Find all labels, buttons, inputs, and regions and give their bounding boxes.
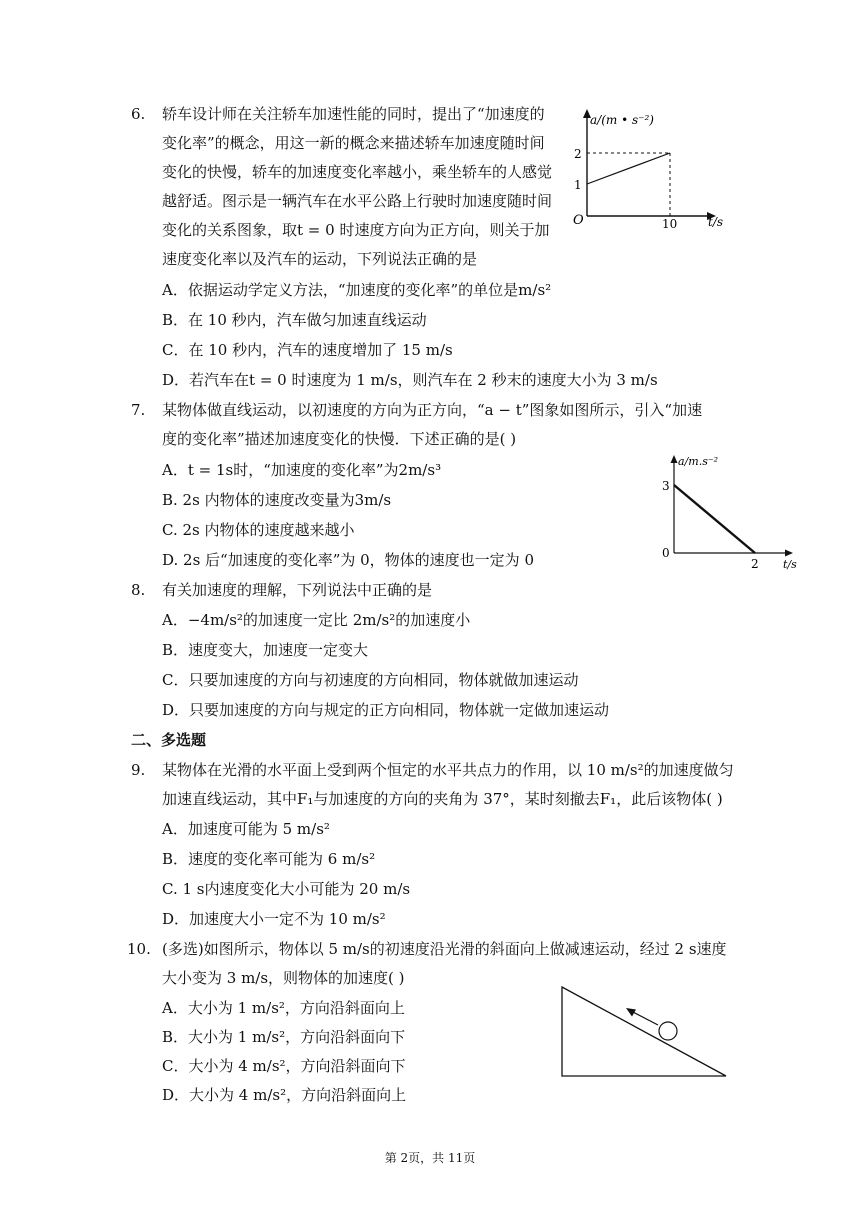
question-9-option-c: C. 1 s内速度变化大小可能为 20 m/s bbox=[162, 880, 411, 898]
question-8-text-line: 有关加速度的理解，下列说法中正确的是 bbox=[162, 581, 433, 599]
question-10-option-a: A．大小为 1 m/s²，方向沿斜面向上 bbox=[162, 999, 405, 1017]
acceleration-line bbox=[587, 153, 670, 184]
y-axis-label: a/m.s⁻² bbox=[678, 455, 719, 468]
y-tick-label: 0 bbox=[662, 546, 670, 560]
page-footer: 第 2页，共 11页 bbox=[384, 1151, 476, 1165]
question-6-graph bbox=[560, 104, 735, 230]
question-10-option-d: D．大小为 4 m/s²，方向沿斜面向上 bbox=[162, 1086, 407, 1104]
question-6-text-line: 变化的关系图象，取t = 0 时速度方向为正方向，则关于加 bbox=[162, 221, 550, 239]
ball bbox=[659, 1022, 677, 1040]
y-tick-label: 1 bbox=[574, 178, 582, 192]
incline-diagram bbox=[555, 982, 735, 1082]
velocity-arrow-shaft bbox=[631, 1011, 658, 1025]
question-6-option-c: C．在 10 秒内，汽车的速度增加了 15 m/s bbox=[162, 341, 453, 359]
question-9-text-line: 某物体在光滑的水平面上受到两个恒定的水平共点力的作用，以 10 m/s²的加速度做匀 bbox=[162, 761, 734, 779]
question-7-option-d: D. 2s 后“加速度的变化率”为 0，物体的速度也一定为 0 bbox=[162, 551, 534, 569]
question-8-option-d: D．只要加速度的方向与规定的正方向相同，物体就一定做加速运动 bbox=[162, 701, 610, 719]
question-7-text-line: 某物体做直线运动，以初速度的方向为正方向，“a − t”图象如图所示，引入“加速 bbox=[162, 401, 703, 419]
question-6-option-d: D．若汽车在t = 0 时速度为 1 m/s，则汽车在 2 秒末的速度大小为 3 m/s bbox=[162, 371, 658, 389]
question-9-option-a: A．加速度可能为 5 m/s² bbox=[162, 820, 330, 838]
question-10-option-c: C．大小为 4 m/s²，方向沿斜面向下 bbox=[162, 1057, 406, 1075]
question-8-option-c: C．只要加速度的方向与初速度的方向相同，物体就做加速运动 bbox=[162, 671, 579, 689]
question-10-option-b: B．大小为 1 m/s²，方向沿斜面向下 bbox=[162, 1028, 406, 1046]
question-10-text-line: (多选)如图所示，物体以 5 m/s的初速度沿光滑的斜面向上做减速运动，经过 2 s速度 bbox=[162, 940, 727, 958]
question-7-option-b: B. 2s 内物体的速度改变量为3m/s bbox=[162, 491, 392, 509]
question-6-option-b: B．在 10 秒内，汽车做匀加速直线运动 bbox=[162, 311, 427, 329]
question-9-text-line: 加速直线运动，其中F₁与加速度的方向的夹角为 37°，某时刻撤去F₁，此后该物体( ) bbox=[162, 790, 723, 808]
section-heading: 二、多选题 bbox=[131, 731, 207, 749]
x-axis-label: t/s bbox=[708, 215, 724, 229]
question-8-number: 8. bbox=[131, 581, 146, 599]
question-6-text-line: 轿车设计师在关注轿车加速性能的同时，提出了“加速度的 bbox=[162, 105, 545, 123]
question-10-number: 10. bbox=[127, 940, 151, 958]
question-6-text-line: 速度变化率以及汽车的运动，下列说法正确的是 bbox=[162, 250, 478, 268]
question-7-option-c: C. 2s 内物体的速度越来越小 bbox=[162, 521, 355, 539]
y-tick-label: 2 bbox=[574, 147, 582, 161]
question-7-option-a: A．t = 1s时，“加速度的变化率”为2m/s³ bbox=[162, 461, 442, 479]
x-axis-arrow bbox=[785, 550, 793, 557]
incline-triangle bbox=[562, 987, 726, 1076]
acceleration-line bbox=[674, 485, 755, 553]
y-axis-arrow bbox=[671, 455, 678, 463]
question-7-text-line: 度的变化率”描述加速度变化的快慢．下述正确的是( ) bbox=[162, 430, 517, 448]
x-tick-label: 2 bbox=[751, 557, 759, 571]
question-8-option-a: A．−4m/s²的加速度一定比 2m/s²的加速度小 bbox=[162, 611, 471, 629]
question-6-option-a: A．依据运动学定义方法，“加速度的变化率”的单位是m/s² bbox=[162, 281, 552, 299]
question-7-number: 7. bbox=[131, 401, 146, 419]
question-7-graph bbox=[655, 452, 805, 572]
y-axis-label: a/(m • s⁻²) bbox=[590, 113, 654, 127]
question-6-text-line: 变化率”的概念，用这一新的概念来描述轿车加速度随时间 bbox=[162, 134, 545, 152]
question-8-option-b: B．速度变大，加速度一定变大 bbox=[162, 641, 369, 659]
x-axis-label: t/s bbox=[783, 558, 797, 571]
question-6-text-line: 变化的快慢，轿车的加速度变化率越小，乘坐轿车的人感觉 bbox=[162, 163, 553, 181]
question-6-number: 6. bbox=[131, 105, 146, 123]
question-9-number: 9. bbox=[131, 761, 146, 779]
y-tick-label: 3 bbox=[662, 479, 670, 493]
question-6-text-line: 越舒适。图示是一辆汽车在水平公路上行驶时加速度随时间 bbox=[162, 192, 553, 210]
question-9-option-d: D．加速度大小一定不为 10 m/s² bbox=[162, 910, 386, 928]
origin-label: O bbox=[573, 213, 584, 228]
question-9-option-b: B．速度的变化率可能为 6 m/s² bbox=[162, 850, 376, 868]
x-tick-label: 10 bbox=[662, 217, 678, 230]
question-10-text-line: 大小变为 3 m/s，则物体的加速度( ) bbox=[162, 969, 405, 987]
